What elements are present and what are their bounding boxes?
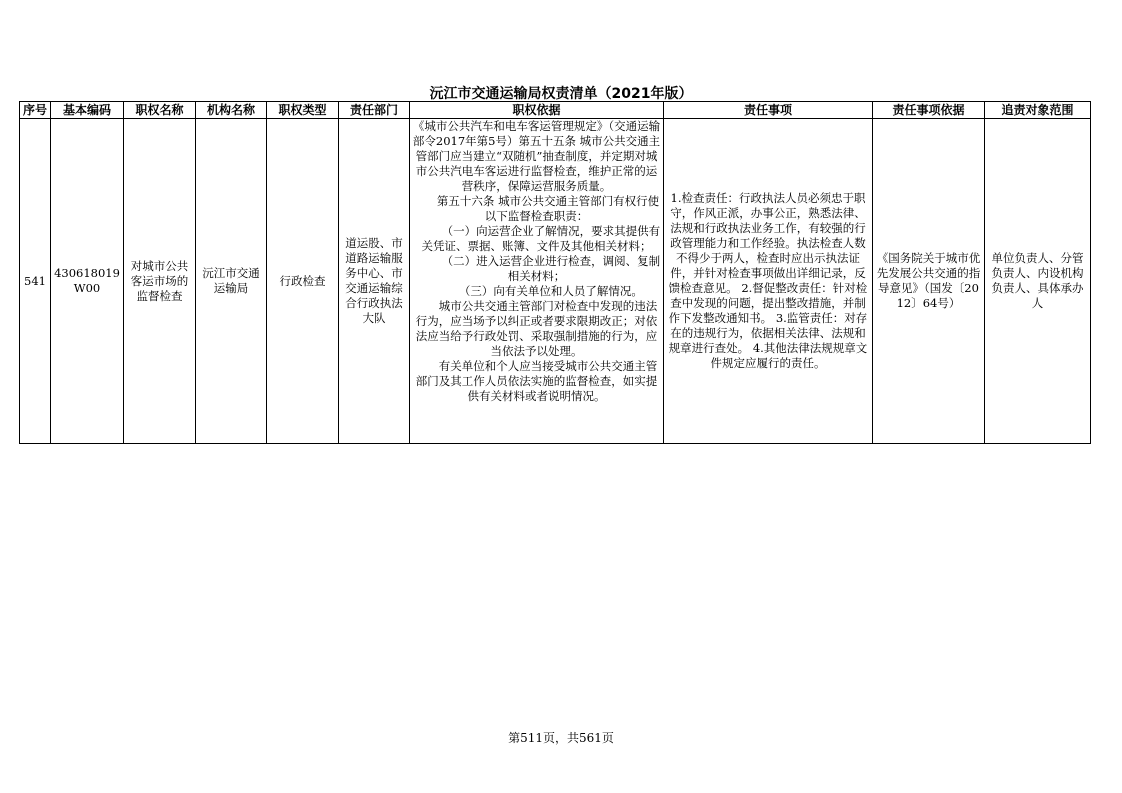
cell-code: 430618019W00	[51, 119, 124, 444]
table-header-row	[20, 102, 1091, 119]
cell-duties: 1.检查责任：行政执法人员必须忠于职守，作风正派，办事公正，熟悉法律、法规和行政执法业务工作，有较强的行政管理能力和工作经验。执法检查人数不得少于两人，检查时应出示执法证件，并针对检查事项做出详细记录，反馈检查意见。 2.督促整改责任：针对检查中发现的问题，提出整改措施，并制作下发整改通知书。 3.监管责任：对存在的违规行为，依据相关法律、法规和规章进行查处。 4.其他法律法规规章文件规定应履行的责任。	[664, 119, 873, 444]
cell-accountable: 单位负责人、分管负责人、内设机构负责人、具体承办人	[985, 119, 1091, 444]
table-row	[20, 119, 1091, 444]
column-header-seq: 序号	[20, 102, 51, 119]
column-header-basis: 职权依据	[410, 102, 664, 119]
cell-org: 沅江市交通运输局	[196, 119, 267, 444]
basis-paragraph: 有关单位和个人应当接受城市公共交通主管部门及其工作人员依法实施的监督检查，如实提供有关材料或者说明情况。	[415, 359, 658, 403]
cell-duty-basis: 《国务院关于城市优先发展公共交通的指导意见》（国发〔2012〕64号）	[873, 119, 985, 444]
cell-basis	[410, 119, 664, 444]
basis-paragraph: 《城市公共汽车和电车客运管理规定》（交通运输部令2017年第5号）第五十五条 城市公共交通主管部门应当建立“双随机”抽查制度，并定期对城市公共汽电车客运进行监督检查，维护正常的运营秩序，保障运营服务质量。	[412, 119, 661, 193]
basis-paragraph: （一）向运营企业了解情况，要求其提供有关凭证、票据、账簿、文件及其他相关材料；	[421, 224, 661, 253]
column-header-dept: 责任部门	[339, 102, 410, 119]
column-header-org: 机构名称	[196, 102, 267, 119]
page-title: 沅江市交通运输局权责清单（2021年版）	[429, 86, 693, 102]
cell-dept: 道运股、市道路运输服务中心、市交通运输综合行政执法大队	[339, 119, 410, 444]
column-header-accountable: 追责对象范围	[985, 102, 1091, 119]
cell-seq: 541	[20, 119, 51, 444]
column-header-duty-basis: 责任事项依据	[873, 102, 985, 119]
responsibility-table	[19, 101, 1091, 444]
column-header-duties: 责任事项	[664, 102, 873, 119]
column-header-code: 基本编码	[51, 102, 124, 119]
basis-paragraph: 城市公共交通主管部门对检查中发现的违法行为，应当场予以纠正或者要求限期改正；对依法应当给予行政处罚、采取强制措施的行为，应当依法予以处理。	[415, 299, 658, 358]
column-header-power-name: 职权名称	[124, 102, 196, 119]
cell-power-type: 行政检查	[267, 119, 339, 444]
basis-paragraph: 第五十六条 城市公共交通主管部门有权行使以下监督检查职责：	[436, 194, 660, 223]
basis-paragraph: （二）进入运营企业进行检查，调阅、复制相关材料；	[441, 254, 661, 283]
column-header-power-type: 职权类型	[267, 102, 339, 119]
page-footer: 第511页，共561页	[508, 731, 614, 745]
basis-paragraph: （三）向有关单位和人员了解情况。	[458, 284, 643, 298]
cell-power-name: 对城市公共客运市场的监督检查	[124, 119, 196, 444]
